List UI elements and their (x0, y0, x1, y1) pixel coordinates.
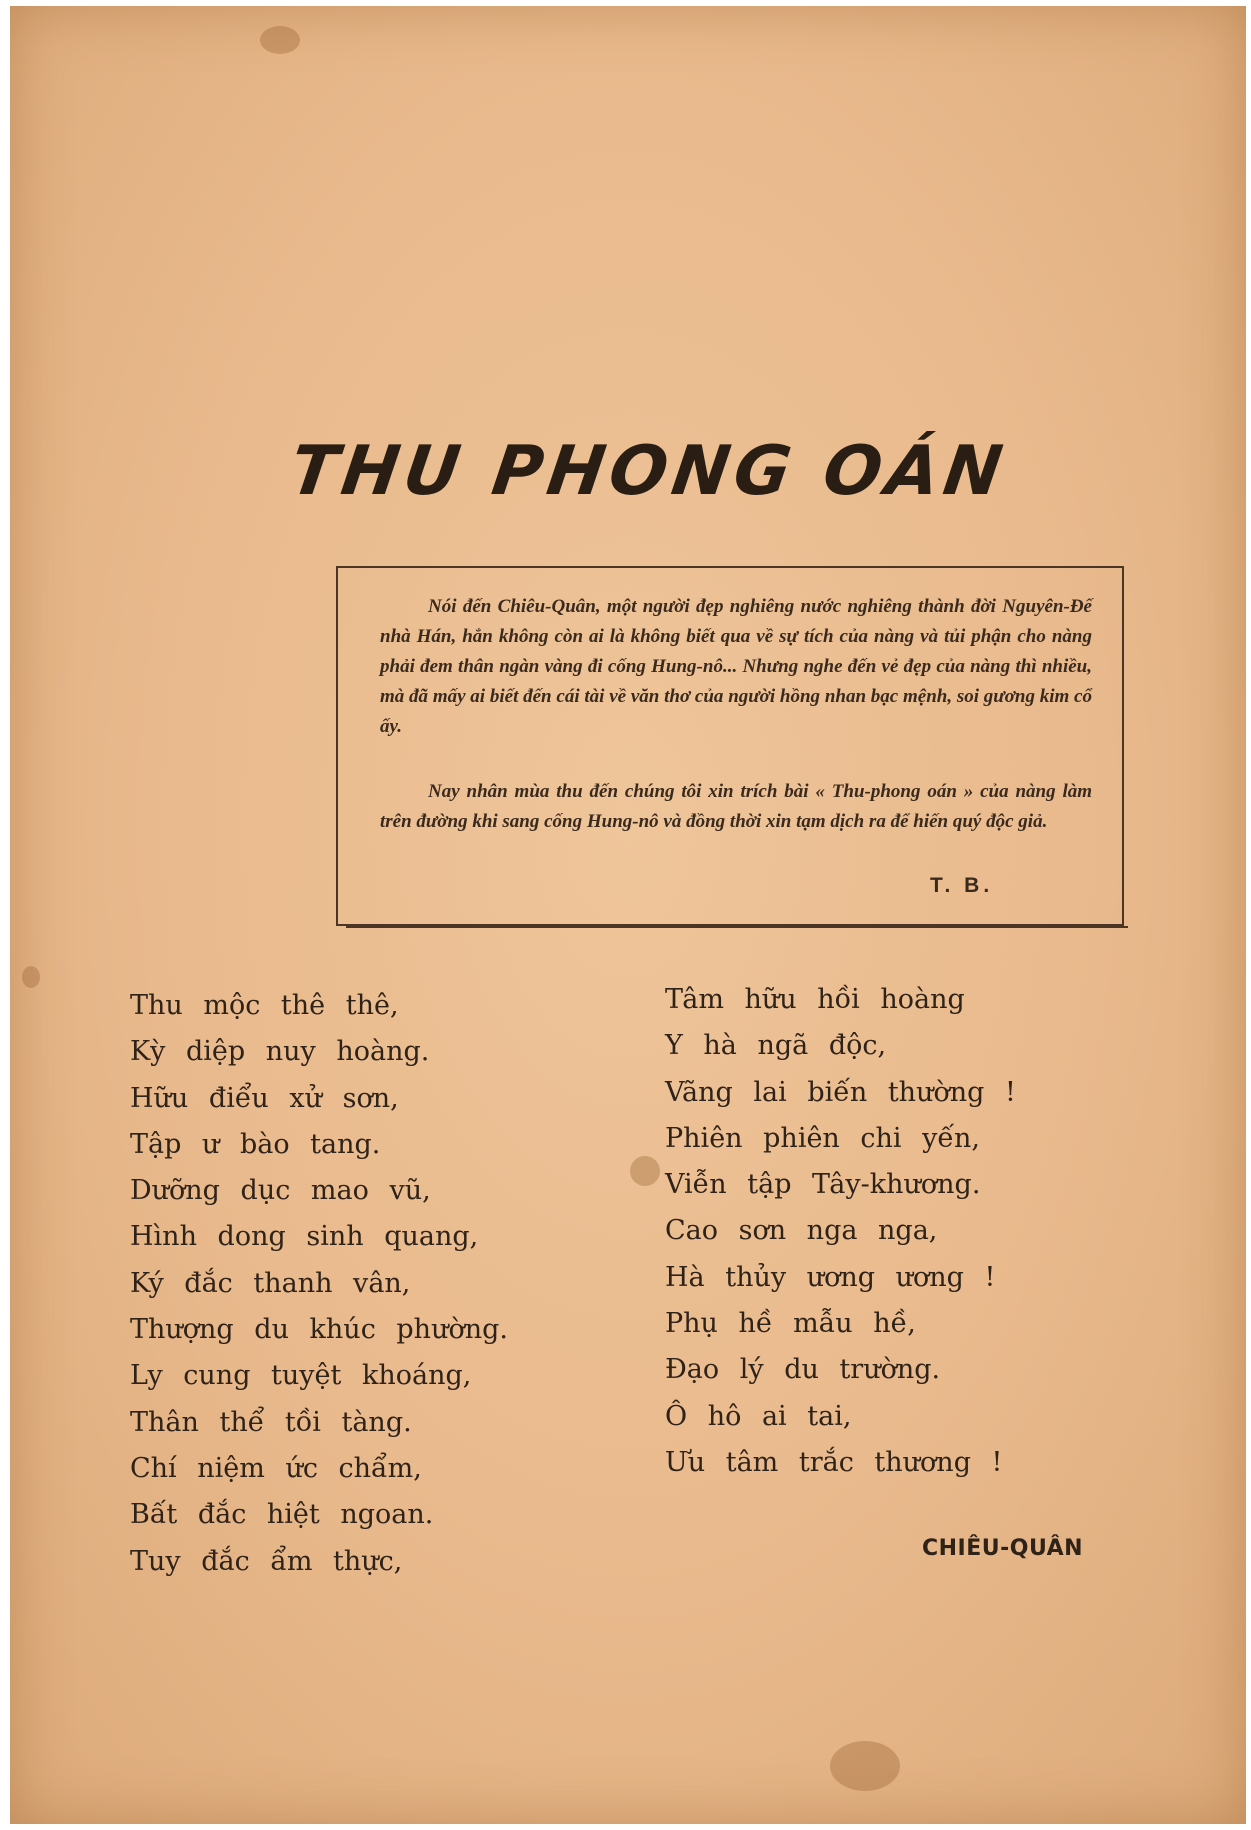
poem-line: Kỳ diệp nuy hoàng. (130, 1036, 430, 1068)
paper-stain (260, 26, 300, 54)
poem-line: Hà thủy ương ương ! (665, 1261, 996, 1293)
poem-right-column (665, 984, 1016, 1493)
poem-line: Tập ư bào tang. (130, 1128, 381, 1160)
poem-line: Tuy đắc ẩm thực, (130, 1545, 403, 1577)
poem-line: Bất đắc hiệt ngoan. (130, 1499, 434, 1531)
intro-signature: T. B. (930, 874, 994, 897)
poem-line: Dưỡng dục mao vũ, (130, 1175, 431, 1207)
poem-author: CHIÊU-QUÂN (922, 1536, 1084, 1561)
paper-stain (830, 1741, 900, 1791)
poem-line: Ưu tâm trắc thương ! (665, 1446, 1003, 1478)
poem-line: Y hà ngã độc, (665, 1030, 887, 1062)
poem-line: Hình dong sinh quang, (130, 1221, 479, 1253)
paper-stain (22, 966, 40, 988)
poem-line: Hữu điểu xử sơn, (130, 1082, 399, 1114)
poem-line: Viễn tập Tây-khương. (665, 1169, 981, 1201)
intro-paragraph: Nay nhân mùa thu đến chúng tôi xin trích bài « Thu-phong oán » của nàng làm trên đường khi sang cống Hung-nô và đồng thời xin tạm dịch ra để hiến quý độc giả. (380, 781, 1092, 832)
poem-line: Cao sơn nga nga, (665, 1215, 938, 1247)
poem-left-column (130, 990, 508, 1592)
poem-line: Ký đắc thanh vân, (130, 1267, 411, 1299)
poem-line: Thượng du khúc phường. (130, 1314, 508, 1346)
intro-paragraph: Nói đến Chiêu-Quân, một người đẹp nghiêng nước nghiêng thành đời Nguyên-Đế nhà Hán, hẳn không còn ai là không biết qua về sự tích của nàng và tủi phận cho nàng phải đem thân ngàn vàng đi cống Hung-nô... Nhưng nghe đến vẻ đẹp của nàng thì nhiều, mà đã mấy ai biết đến cái tài về văn thơ của người hồng nhan bạc mệnh, soi gương kim cổ ấy. (380, 596, 1092, 737)
intro-box-rule (346, 926, 1128, 928)
paper-stain (630, 1156, 660, 1186)
poem-line: Chí niệm ức chẩm, (130, 1452, 422, 1484)
poem-line: Ô hô ai tai, (665, 1400, 852, 1432)
poem-line: Vãng lai biến thường ! (665, 1076, 1016, 1108)
article-title: THU PHONG OÁN (285, 432, 1012, 511)
poem-line: Đạo lý du trường. (665, 1354, 941, 1386)
poem-line: Thu mộc thê thê, (130, 990, 399, 1021)
poem-line: Tâm hữu hồi hoàng (665, 984, 965, 1015)
poem-line: Ly cung tuyệt khoáng, (130, 1360, 472, 1392)
poem-line: Phụ hề mẫu hề, (665, 1308, 916, 1340)
poem-line: Phiên phiên chi yến, (665, 1122, 980, 1154)
poem-line: Thân thể tồi tàng. (130, 1406, 412, 1438)
